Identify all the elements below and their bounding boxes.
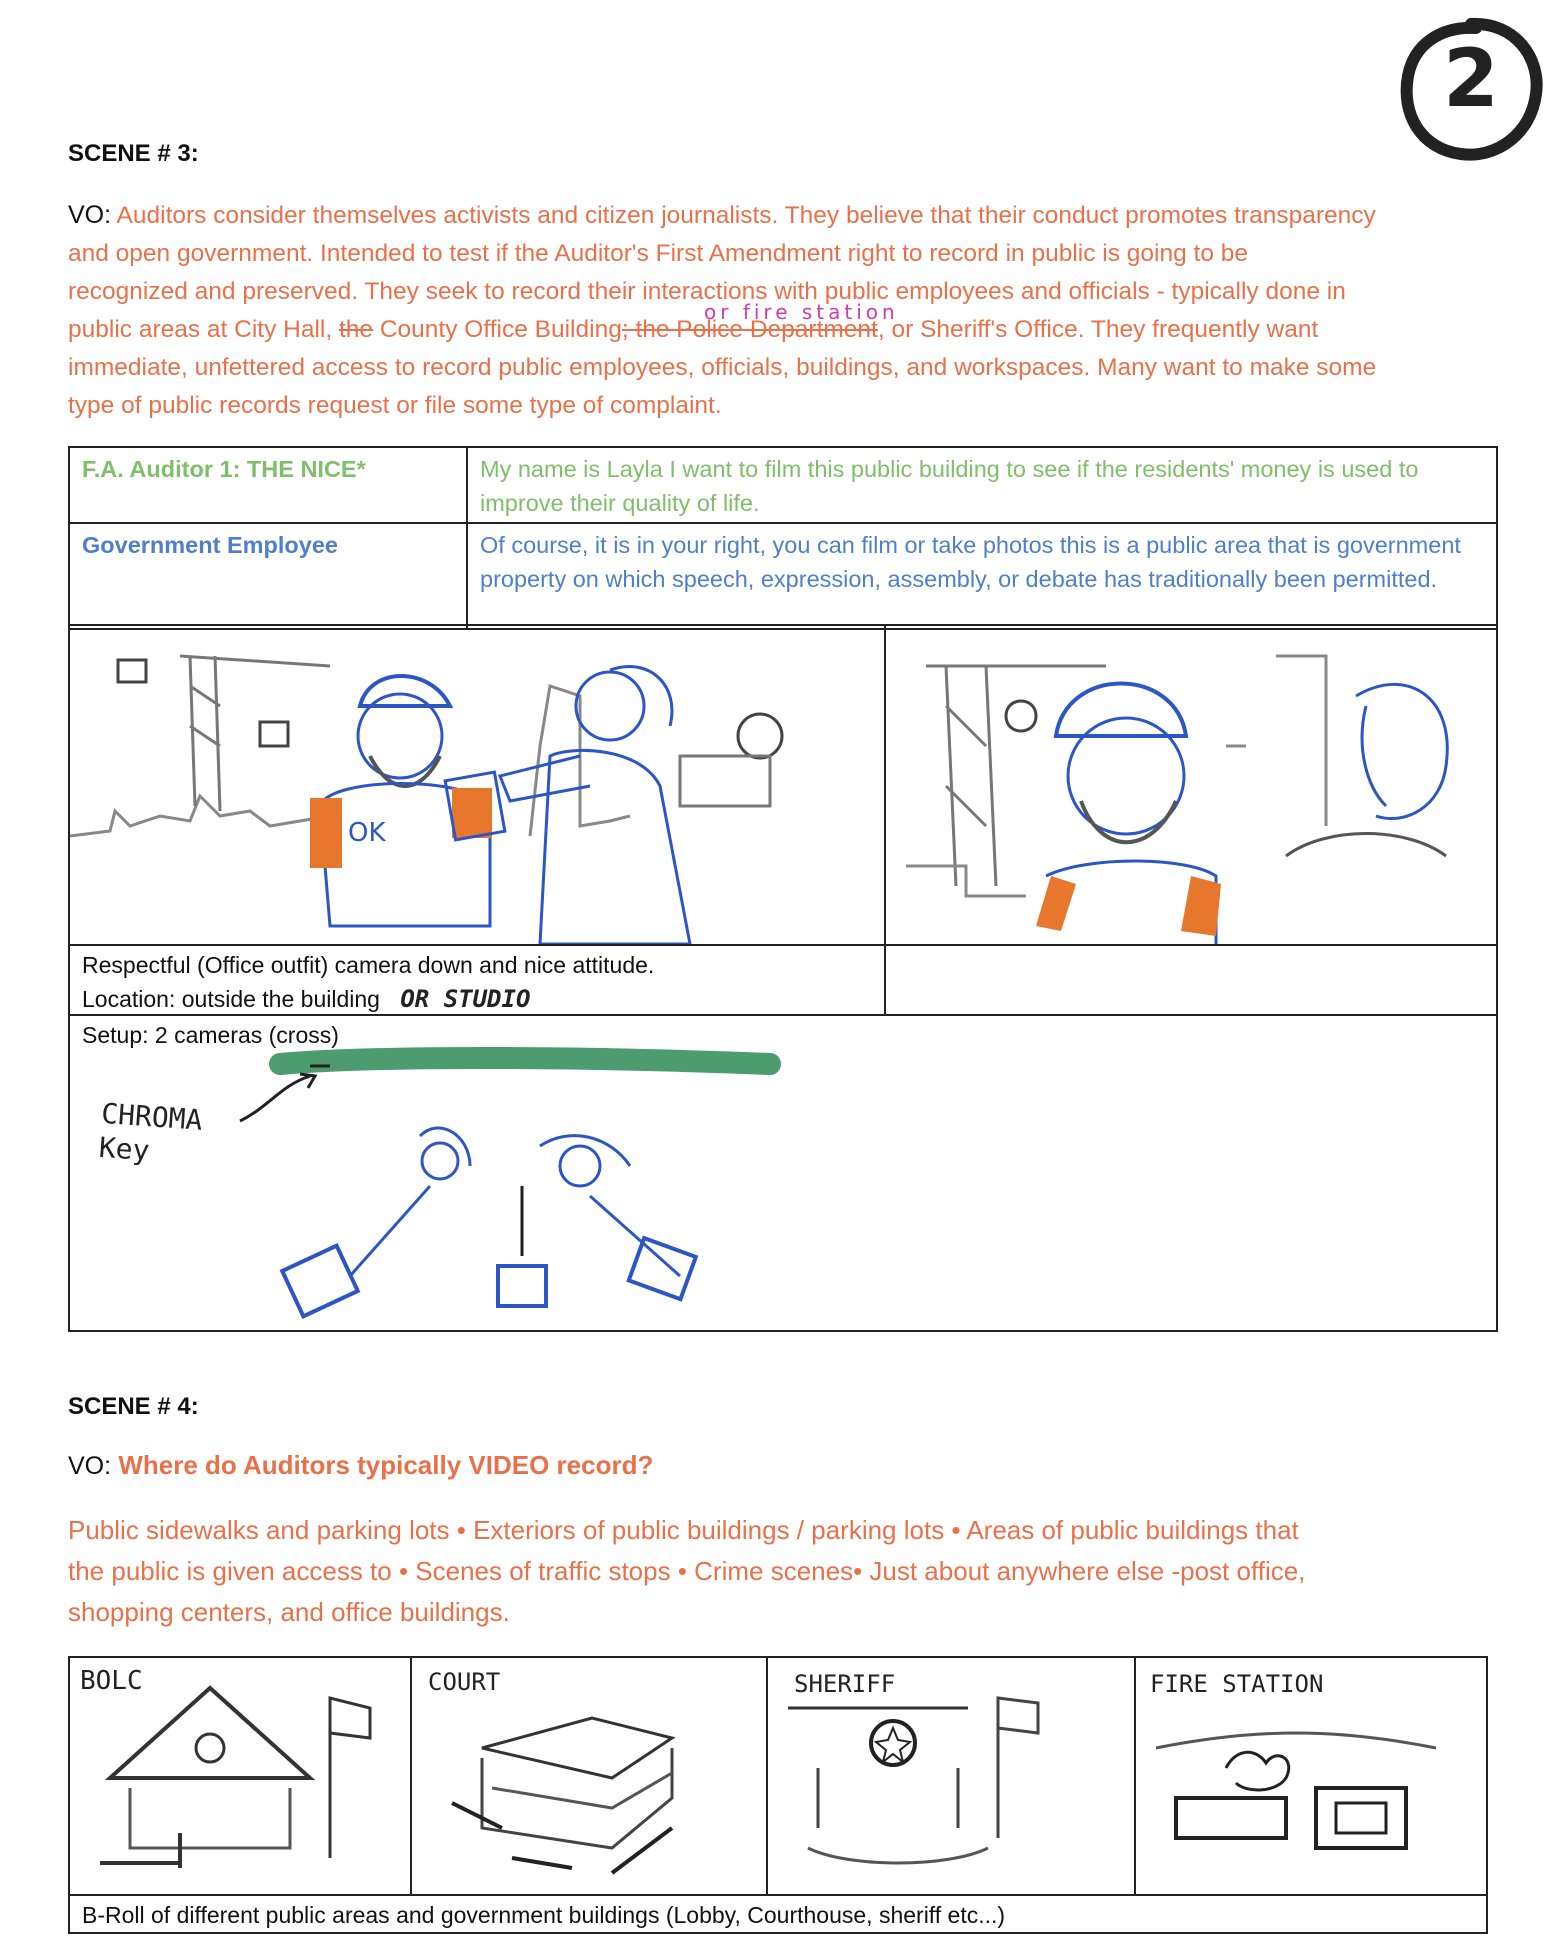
speaker-employee: Government Employee bbox=[82, 532, 338, 558]
setup-handwritten-note: CHROMA Key bbox=[97, 1096, 204, 1168]
line-employee: Of course, it is in your right, you can film or take photos this is a public area that is government property on which speech, expression, assembly, or debate has traditionally been permitted. bbox=[480, 532, 1461, 592]
scene-3-heading: SCENE # 3: bbox=[68, 140, 199, 167]
broll-panel-2 bbox=[410, 1656, 768, 1896]
broll-caption-box bbox=[68, 1894, 1488, 1934]
vo-line-2: and open government. Intended to test if the Auditor's First Amendment right to record in public is going to be bbox=[68, 240, 1249, 267]
line-auditor: My name is Layla I want to film this public building to see if the residents' money is used to improve their quality of life. bbox=[480, 456, 1419, 516]
locations-line-1: Public sidewalks and parking lots • Exteriors of public buildings / parking lots • Areas of public buildings that bbox=[68, 1515, 1299, 1545]
setup-box bbox=[68, 1014, 1498, 1332]
dialog-row bbox=[69, 447, 1497, 523]
scene-4-locations bbox=[68, 1510, 1518, 1633]
vo-line-1: Auditors consider themselves activists and citizen journalists. They believe that their conduct promotes transparency bbox=[116, 202, 1376, 229]
setup-caption: Setup: 2 cameras (cross) bbox=[82, 1022, 339, 1048]
storyboard-panel-1 bbox=[68, 624, 886, 946]
locations-line-2: the public is given access to • Scenes of traffic stops • Crime scenes• Just about anywhere else -post office, bbox=[68, 1556, 1306, 1586]
broll-panel-3 bbox=[766, 1656, 1136, 1896]
panel-1-sketch bbox=[70, 626, 884, 944]
panel-1-handwritten-note: OR STUDIO bbox=[400, 985, 531, 1013]
speaker-cell bbox=[69, 447, 467, 523]
vo-struck-word: the bbox=[338, 316, 374, 343]
vo-label: VO: bbox=[68, 201, 112, 229]
vo-line-4b: County Office Building bbox=[373, 316, 622, 343]
broll-caption: B-Roll of different public areas and government buildings (Lobby, Courthouse, sheriff etc...) bbox=[82, 1902, 1006, 1928]
broll-panel-2-label: COURT bbox=[428, 1668, 501, 1696]
panel-2-caption-box bbox=[884, 944, 1498, 1016]
broll-panel-1-label: BOLC bbox=[80, 1666, 143, 1696]
locations-line-3: shopping centers, and office buildings. bbox=[68, 1597, 510, 1627]
dialog-row bbox=[69, 523, 1497, 629]
vo-line-4a: public areas at City Hall, bbox=[68, 316, 339, 343]
line-cell bbox=[467, 447, 1497, 523]
dialog-table bbox=[68, 446, 1498, 630]
scene-3-vo bbox=[68, 196, 1508, 425]
vo-line-5: immediate, unfettered access to record public employees, officials, buildings, and workspaces. Many want to make some bbox=[68, 354, 1377, 381]
panel-1-caption-line-2 bbox=[82, 982, 872, 1016]
handwritten-insert: or fire station bbox=[704, 300, 899, 324]
line-cell bbox=[467, 523, 1497, 629]
speaker-cell bbox=[69, 523, 467, 629]
broll-panel-1 bbox=[68, 1656, 412, 1896]
storyboard-panel-2 bbox=[884, 624, 1498, 946]
scene-4-heading: SCENE # 4: bbox=[68, 1393, 199, 1420]
broll-panel-4-label: FIRE STATION bbox=[1150, 1670, 1324, 1698]
vo-line-4c: , or Sheriff's Office. They frequently want bbox=[877, 316, 1319, 343]
vo-line-3: recognized and preserved. They seek to record their interactions with public employees and officials - typically done in bbox=[68, 278, 1346, 305]
page-number-stamp bbox=[1396, 14, 1546, 164]
scene-4-vo-text: Where do Auditors typically VIDEO record? bbox=[118, 1450, 654, 1480]
vo-struck-police: ; the Police Department bbox=[621, 316, 878, 343]
setup-sketch bbox=[70, 1016, 1490, 1326]
speaker-auditor: F.A. Auditor 1: THE NICE* bbox=[82, 456, 366, 482]
page-number: 2 bbox=[1443, 32, 1499, 125]
vo-line-6: type of public records request or file some type of complaint. bbox=[68, 392, 722, 419]
broll-panel-3-label: SHERIFF bbox=[794, 1670, 896, 1698]
panel-1-sketch-text: OK bbox=[348, 818, 386, 848]
panel-1-caption-line-1: Respectful (Office outfit) camera down and nice attitude. bbox=[82, 952, 655, 978]
scene-4-vo bbox=[68, 1450, 653, 1481]
broll-panel-4 bbox=[1134, 1656, 1488, 1896]
panel-1-caption-box bbox=[68, 944, 886, 1016]
panel-1-location: Location: outside the building bbox=[82, 986, 380, 1012]
scene-4-vo-label: VO: bbox=[68, 1452, 112, 1480]
panel-2-sketch bbox=[886, 626, 1496, 944]
